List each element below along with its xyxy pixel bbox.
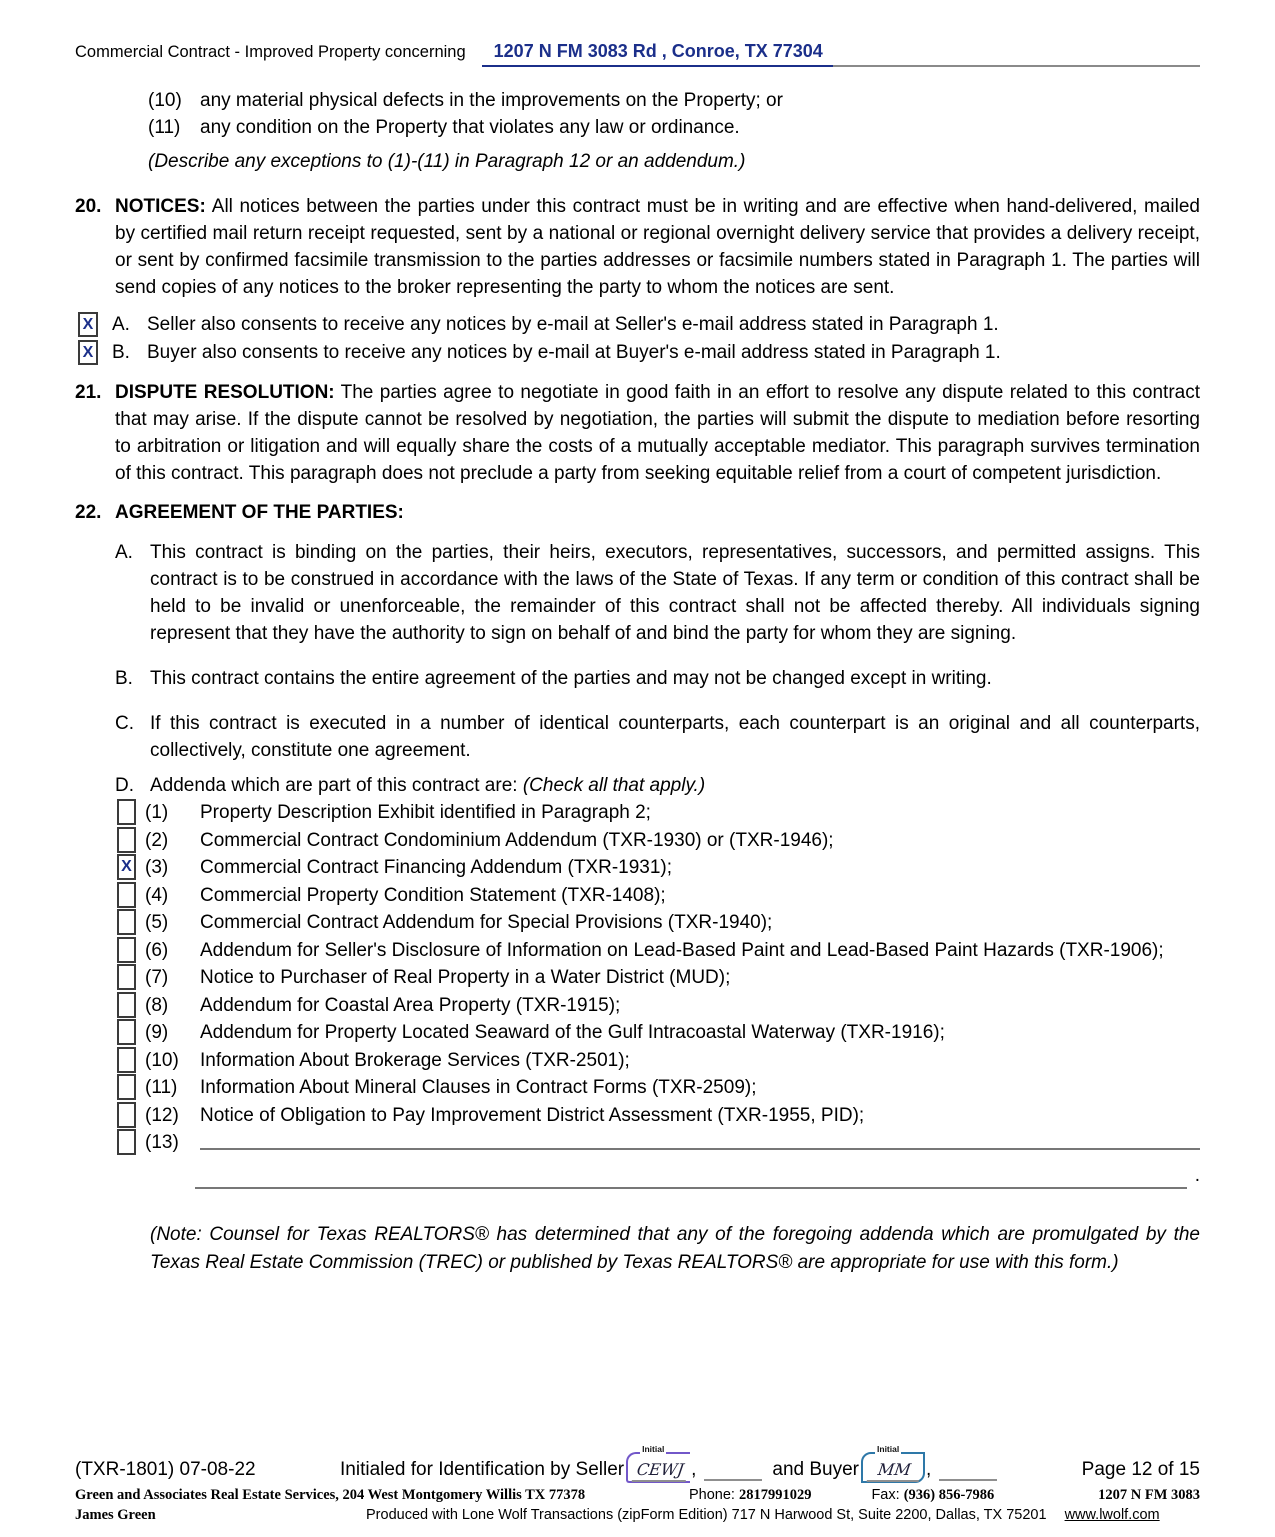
paragraph-text: All notices between the parties under this contract must be in writing and are effective when hand-delivered, mailed by certified mail return receipt requested, sent by a national or regional overnight delivery service that provides a delivery receipt, or sent by confirmed facsimile transmission to the parties addresses or facsimile numbers stated in Paragraph 1. The parties will send copies of any notices to the broker representing the party to whom the notices are sent. xyxy=(115,196,1200,298)
addendum-checkbox-12[interactable] xyxy=(117,1102,136,1128)
addendum-number: (12) xyxy=(145,1104,179,1126)
addendum-number: (13) xyxy=(145,1132,179,1153)
addendum-checkbox-9[interactable] xyxy=(117,1019,136,1045)
addendum-row-3 xyxy=(115,854,1200,882)
addendum-checkbox-5[interactable] xyxy=(117,909,136,935)
broker-row-1 xyxy=(75,1486,1200,1505)
agreement-item-b xyxy=(115,665,1200,692)
addendum-extra-blank-field[interactable] xyxy=(195,1167,1187,1189)
option-letter: A. xyxy=(112,314,130,335)
list-item xyxy=(148,87,1200,114)
addendum-row-10 xyxy=(115,1047,1200,1075)
and-buyer-label: and Buyer xyxy=(772,1459,860,1480)
addendum-text: Notice of Obligation to Pay Improvement District Assessment (TXR-1955, PID); xyxy=(200,1104,865,1126)
broker-phone: Phone: 2817991029 xyxy=(688,1487,812,1503)
item-number: (10) xyxy=(148,90,182,111)
paragraph-text: The parties agree to negotiate in good faith in an effort to resolve any dispute related to this contract that may arise. If the dispute cannot be resolved by negotiation, the parties will submit the dispute to mediation before resorting to arbitration or litigation and will equally share the costs of a mutually acceptable mediator. This paragraph survives termination of this contract. This paragraph does not preclude a party from seeking equitable relief from a court of competent jurisdiction. xyxy=(115,382,1200,484)
addendum-row-4 xyxy=(115,882,1200,910)
addendum-text: Commercial Property Condition Statement (TXR-1408); xyxy=(200,884,666,906)
buyer-consent-checkbox[interactable]: X xyxy=(78,340,98,365)
option-text: Seller also consents to receive any notices by e-mail at Seller's e-mail address stated in Paragraph 1. xyxy=(147,314,999,335)
form-title: Commercial Contract - Improved Property concerning xyxy=(75,43,466,61)
addendum-number: (5) xyxy=(145,912,169,933)
addendum-number: (11) xyxy=(145,1077,178,1098)
addendum-checkbox-2[interactable] xyxy=(117,827,136,853)
addendum-row-8 xyxy=(115,992,1200,1020)
initials-footer xyxy=(75,1444,1200,1483)
item-number: (11) xyxy=(148,117,181,138)
addendum-text: Addendum for Seller's Disclosure of Information on Lead-Based Paint and Lead-Based Paint Hazards (TXR-1906); xyxy=(200,939,1164,961)
paragraph-21-dispute-resolution xyxy=(75,379,1200,487)
item-text: This contract is binding on the parties, their heirs, executors, representatives, successors, and permitted assigns. This contract is to be construed in accordance with the laws of the State of Texas. If any term or condition of this contract shall be held to be invalid or unenforceable, the remainder of this contract shall not be affected thereby. All individuals signing represent that they have the authority to sign on behalf of and bind the party for whom they are signing. xyxy=(150,542,1200,644)
addendum-text: Information About Mineral Clauses in Contract Forms (TXR-2509); xyxy=(200,1077,757,1098)
form-code: (TXR-1801) 07-08-22 xyxy=(75,1459,256,1480)
buyer-initials-signature: MM xyxy=(867,1462,922,1482)
option-text: Buyer also consents to receive any notices by e-mail at Buyer's e-mail address stated in Paragraph 1. xyxy=(147,342,1001,363)
addendum-checkbox-1[interactable] xyxy=(117,799,136,825)
item-text: any condition on the Property that violates any law or ordinance. xyxy=(200,117,740,138)
addendum-text: Information About Brokerage Services (TXR-2501); xyxy=(200,1049,630,1071)
comma: , xyxy=(926,1459,932,1480)
addendum-row-11 xyxy=(115,1074,1200,1102)
addendum-number: (1) xyxy=(145,802,169,823)
agreement-item-d xyxy=(115,772,1200,799)
item-letter: B. xyxy=(115,668,133,689)
addendum-row-6 xyxy=(115,937,1200,965)
addendum-row-13 xyxy=(115,1129,1200,1157)
addendum-row-5 xyxy=(115,909,1200,937)
seller-email-consent-row xyxy=(75,311,1200,339)
buyer-email-consent-row xyxy=(75,339,1200,367)
addendum-checkbox-3[interactable]: X xyxy=(117,854,136,880)
trailing-period: . xyxy=(1194,1164,1200,1186)
addendum-row-9 xyxy=(115,1019,1200,1047)
buyer-initials-box[interactable] xyxy=(861,1444,925,1483)
paragraph-number: 20. xyxy=(75,196,102,217)
addendum-row-2 xyxy=(115,827,1200,855)
paragraph-number: 22. xyxy=(75,502,102,523)
paragraph-title: AGREEMENT OF THE PARTIES: xyxy=(115,502,404,523)
property-address-field[interactable] xyxy=(482,38,1200,67)
option-letter: B. xyxy=(112,342,130,363)
addendum-text: Notice to Purchaser of Real Property in a Water District (MUD); xyxy=(200,967,731,988)
addendum-checkbox-4[interactable] xyxy=(117,882,136,908)
realtors-counsel-note: (Note: Counsel for Texas REALTORS® has determined that any of the foregoing addenda which are promulgated by the Texas Real Estate Commission (TREC) or published by Texas REALTORS® are appropriate for use with this form.) xyxy=(150,1223,1200,1273)
item-text: Addenda which are part of this contract are: (Check all that apply.) xyxy=(150,775,706,796)
item-letter: D. xyxy=(115,775,134,796)
notice-consent-options xyxy=(75,311,1200,367)
addendum-checkbox-13[interactable] xyxy=(117,1129,136,1155)
buyer-second-initial-blank[interactable] xyxy=(939,1477,997,1481)
paragraph-body xyxy=(115,379,1200,487)
paragraph-20-notices xyxy=(75,193,1200,301)
addendum-number: (3) xyxy=(145,857,169,878)
page-number: Page 12 of 15 xyxy=(1081,1459,1200,1480)
check-all-note: (Check all that apply.) xyxy=(522,775,706,796)
addendum-number: (7) xyxy=(145,967,169,988)
addendum-checkbox-7[interactable] xyxy=(117,964,136,990)
item-text: If this contract is executed in a number of identical counterparts, each counterpart is an original and all counterparts, collectively, constitute one agreement. xyxy=(150,713,1200,761)
item-text: This contract contains the entire agreement of the parties and may not be changed except in writing. xyxy=(150,668,992,689)
item-letter: A. xyxy=(115,542,133,563)
item-letter: C. xyxy=(115,713,134,734)
seller-initials-box[interactable] xyxy=(626,1444,690,1483)
addendum-number: (6) xyxy=(145,939,169,961)
broker-row-2 xyxy=(75,1505,1200,1525)
addendum-number: (10) xyxy=(145,1049,179,1071)
paragraph-body xyxy=(115,193,1200,301)
addendum-number: (8) xyxy=(145,994,169,1016)
initialed-label: Initialed for Identification by Seller xyxy=(340,1459,625,1480)
comma: , xyxy=(691,1459,697,1480)
broker-office: Green and Associates Real Estate Services, 204 West Montgomery Willis TX 77378 xyxy=(75,1487,586,1503)
addendum-row-1 xyxy=(115,799,1200,827)
item-text: any material physical defects in the improvements on the Property; or xyxy=(200,90,783,111)
paragraph-number: 21. xyxy=(75,382,102,403)
broker-footer xyxy=(75,1486,1200,1525)
addendum-number: (4) xyxy=(145,884,169,906)
describe-exceptions-note: (Describe any exceptions to (1)-(11) in Paragraph 12 or an addendum.) xyxy=(148,151,746,172)
broker-agent: James Green xyxy=(75,1507,156,1523)
agreement-item-c xyxy=(115,710,1200,764)
paragraph-title: DISPUTE RESOLUTION: xyxy=(115,382,335,403)
addendum-row-7 xyxy=(115,964,1200,992)
agreement-item-a xyxy=(115,539,1200,647)
addendum-checkbox-11[interactable] xyxy=(117,1074,136,1100)
addendum-text: Commercial Contract Condominium Addendum (TXR-1930) or (TXR-1946); xyxy=(200,829,834,851)
page-header xyxy=(75,38,1200,67)
addendum-extra-blank-row xyxy=(195,1162,1200,1189)
addendum-checkbox-8[interactable] xyxy=(117,992,136,1018)
seller-second-initial-blank[interactable] xyxy=(704,1477,762,1481)
addendum-checkbox-10[interactable] xyxy=(117,1047,136,1073)
addendum-text: Property Description Exhibit identified in Paragraph 2; xyxy=(200,802,651,823)
addendum-text: Addendum for Coastal Area Property (TXR-1915); xyxy=(200,994,621,1016)
addendum-number: (2) xyxy=(145,829,169,851)
addendum-row-12 xyxy=(115,1102,1200,1130)
seller-initials-signature: CEWJ xyxy=(632,1462,689,1482)
addendum-text: Addendum for Property Located Seaward of the Gulf Intracoastal Waterway (TXR-1916); xyxy=(200,1022,945,1043)
paragraph-title: NOTICES: xyxy=(115,196,206,217)
initial-tag-label: Initial xyxy=(877,1444,900,1454)
lwolf-link[interactable]: www.lwolf.com xyxy=(1064,1507,1160,1523)
addendum-number: (9) xyxy=(145,1022,169,1043)
addendum-checkbox-6[interactable] xyxy=(117,937,136,963)
addendum-text: Commercial Contract Addendum for Special Provisions (TXR-1940); xyxy=(200,912,773,933)
list-item xyxy=(148,114,1200,141)
produced-with: Produced with Lone Wolf Transactions (zipForm Edition) 717 N Harwood St, Suite 2200, Dallas, TX 75201 www.lwolf.com xyxy=(366,1507,1160,1523)
seller-consent-checkbox[interactable]: X xyxy=(78,312,98,337)
property-address: 1207 N FM 3083 Rd , Conroe, TX 77304 xyxy=(482,38,833,67)
addendum-text: Commercial Contract Financing Addendum (TXR-1931); xyxy=(200,857,673,878)
broker-fax: Fax: (936) 856-7986 xyxy=(871,1487,995,1503)
initial-tag-label: Initial xyxy=(642,1444,665,1454)
addendum-13-blank-field[interactable] xyxy=(200,1129,1200,1150)
addenda-checklist xyxy=(115,799,1200,1157)
file-reference: 1207 N FM 3083 xyxy=(1098,1487,1200,1503)
paragraph-22-agreement xyxy=(75,499,1200,526)
